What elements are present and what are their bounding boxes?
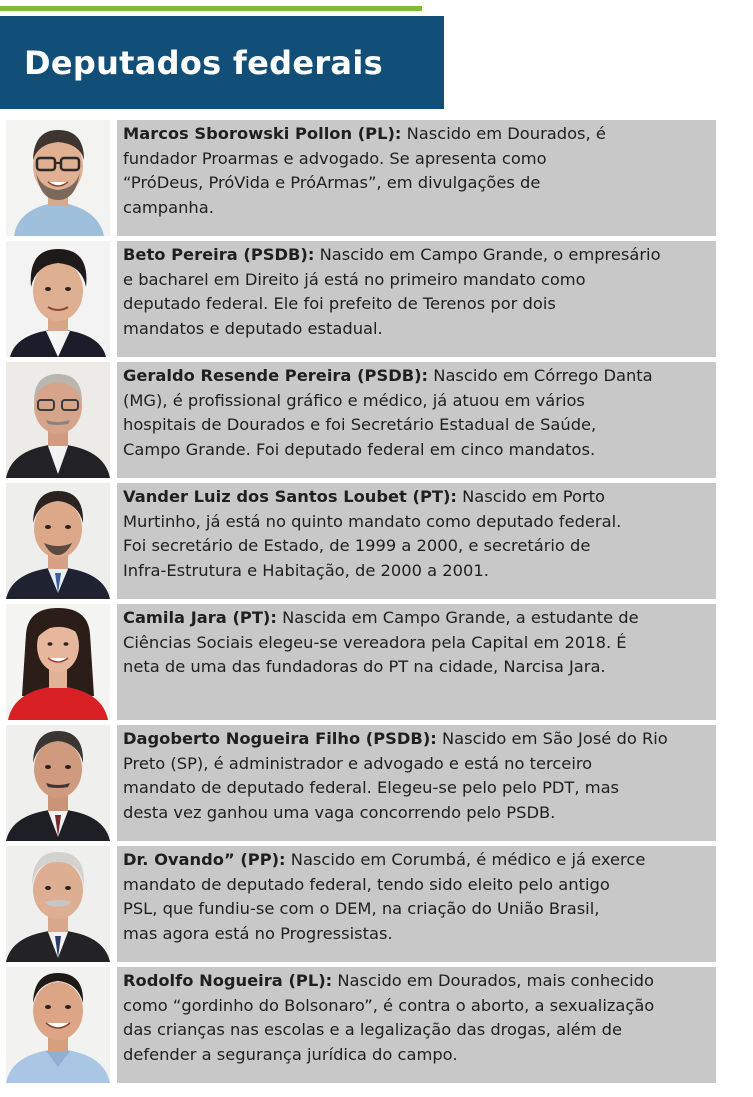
description-line: defender a segurança jurídica do campo. [123, 1044, 458, 1064]
description-line: e bacharel em Direito já está no primeiro mandato como [123, 269, 586, 289]
description-line: mandato de deputado federal, tendo sido eleito pelo antigo [123, 874, 610, 894]
deputy-description [117, 846, 716, 962]
deputy-name: Vander Luiz dos Santos Loubet (PT): [123, 487, 457, 506]
description-line: como “gordinho do Bolsonaro”, é contra o aborto, a sexualização [123, 995, 655, 1015]
deputy-description [117, 120, 716, 236]
description-line: fundador Proarmas e advogado. Se apresenta como [123, 148, 547, 168]
description-line: desta vez ganhou uma vaga concorrendo pelo PSDB. [123, 802, 556, 822]
description-line: Nascido em São José do Rio [441, 729, 668, 748]
deputy-entry [6, 120, 716, 236]
description-line: Nascida em Campo Grande, a estudante de [282, 608, 639, 627]
description-line: Campo Grande. Foi deputado federal em cinco mandatos. [123, 439, 596, 459]
description-line: “PróDeus, PróVida e PróArmas”, em divulgações de [123, 173, 541, 192]
deputy-name: Dagoberto Nogueira Filho (PSDB): [123, 729, 437, 748]
deputy-description [117, 725, 716, 841]
deputy-photo [6, 725, 110, 841]
deputy-entry [6, 967, 716, 1083]
description-line: (MG), é profissional gráfico e médico, já atuou em vários [123, 390, 585, 410]
description-line: Nascido em Corumbá, é médico e já exerce [290, 850, 646, 869]
deputy-photo [6, 120, 110, 236]
description-line: PSL, que fundiu-se com o DEM, na criação do União Brasil, [123, 899, 600, 918]
description-line: Foi secretário de Estado, de 1999 a 2000, e secretário de [123, 536, 591, 555]
deputy-description [117, 362, 716, 478]
description-line: Infra-Estrutura e Habitação, de 2000 a 2001. [123, 560, 489, 580]
description-line: Ciências Sociais elegeu-se vereadora pela Capital em 2018. É [123, 632, 627, 652]
description-line: das crianças nas escolas e a legalização das drogas, além de [123, 1020, 623, 1039]
deputy-entry [6, 362, 716, 478]
description-line: hospitais de Dourados e foi Secretário Estadual de Saúde, [123, 415, 597, 434]
description-line: Nascido em Córrego Danta [433, 366, 653, 385]
description-line: Nascido em Porto [462, 487, 605, 506]
deputy-photo [6, 846, 110, 962]
deputy-photo [6, 241, 110, 357]
description-line: mas agora está no Progressistas. [123, 923, 393, 943]
deputy-name: Geraldo Resende Pereira (PSDB): [123, 366, 429, 385]
section-header [0, 16, 444, 109]
deputy-entry [6, 846, 716, 962]
deputy-name: Dr. Ovando” (PP): [123, 850, 286, 869]
description-line: Nascido em Campo Grande, o empresário [319, 245, 661, 264]
deputy-entry [6, 725, 716, 841]
description-line: mandatos e deputado estadual. [123, 318, 383, 338]
description-line: mandato de deputado federal. Elegeu-se pelo pelo PDT, mas [123, 778, 620, 797]
description-line: campanha. [123, 197, 214, 217]
description-line: Preto (SP), é administrador e advogado e está no terceiro [123, 753, 593, 773]
deputy-name: Camila Jara (PT): [123, 608, 277, 627]
description-line: deputado federal. Ele foi prefeito de Terenos por dois [123, 294, 556, 313]
deputy-photo [6, 967, 110, 1083]
deputy-entry [6, 483, 716, 599]
section-title: Deputados federais [24, 43, 383, 82]
description-line: Murtinho, já está no quinto mandato como deputado federal. [123, 511, 622, 531]
deputy-description [117, 483, 716, 599]
deputy-description [117, 967, 716, 1083]
deputy-name: Rodolfo Nogueira (PL): [123, 971, 333, 990]
deputy-entry [6, 604, 716, 720]
deputy-photo [6, 483, 110, 599]
deputy-description [117, 241, 716, 357]
description-line: Nascido em Dourados, mais conhecido [337, 971, 654, 990]
deputy-photo [6, 604, 110, 720]
deputy-name: Beto Pereira (PSDB): [123, 245, 315, 264]
description-line: neta de uma das fundadoras do PT na cidade, Narcisa Jara. [123, 657, 606, 676]
deputy-description [117, 604, 716, 720]
header-accent-line [0, 6, 422, 11]
description-line: Nascido em Dourados, é [406, 124, 606, 143]
deputy-photo [6, 362, 110, 478]
deputy-entry [6, 241, 716, 357]
deputy-name: Marcos Sborowski Pollon (PL): [123, 124, 402, 143]
